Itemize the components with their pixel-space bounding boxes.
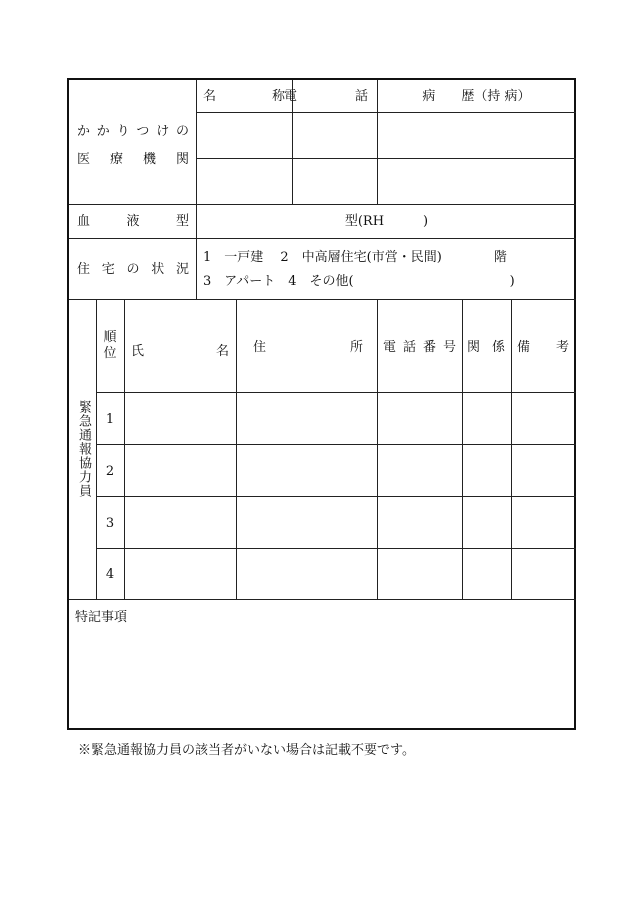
emergency-col-relation: 関係 <box>467 340 505 355</box>
blood-top-border <box>69 204 576 205</box>
housing-options-line2[interactable]: 3 アパート 4 その他( ) <box>203 274 515 289</box>
medical-phone-cell-1[interactable] <box>293 113 377 158</box>
emergency-row-3[interactable] <box>125 497 576 548</box>
special-notes-label: 特記事項 <box>75 610 128 625</box>
medical-col-name: 名 称 <box>203 89 285 104</box>
emergency-label: 緊急通報協力員 <box>76 400 91 498</box>
footnote: ※緊急通報協力員の該当者がいない場合は記載不要です。 <box>78 743 415 758</box>
emergency-rank-2: 2 <box>105 464 115 479</box>
emergency-rank-1: 1 <box>105 412 115 427</box>
emergency-row-2[interactable] <box>125 445 576 496</box>
blood-type-label: 血液型 <box>77 214 189 229</box>
emergency-col-rank: 順位 <box>103 330 117 361</box>
emergency-rank-3: 3 <box>105 516 115 531</box>
medical-label-line1: かかりつけの <box>77 124 189 139</box>
emergency-row-4[interactable] <box>125 549 576 599</box>
medical-name-cell-2[interactable] <box>197 159 292 204</box>
medical-history-cell-1[interactable] <box>378 113 576 158</box>
housing-top-border <box>69 238 576 239</box>
blood-type-value[interactable]: 型(RH ) <box>344 214 429 229</box>
housing-label: 住宅の状況 <box>77 262 189 277</box>
emergency-top-border <box>69 299 576 300</box>
registration-form-table <box>67 78 576 730</box>
emergency-col-phone: 電話番号 <box>383 340 456 355</box>
emergency-col-address: 住 所 <box>253 340 363 355</box>
medical-phone-cell-2[interactable] <box>293 159 377 204</box>
emergency-label-divider <box>96 299 97 599</box>
medical-history-cell-2[interactable] <box>378 159 576 204</box>
special-notes-area[interactable] <box>69 630 576 728</box>
housing-options-line1[interactable]: 1 一戸建 2 中高層住宅(市営・民間) 階 <box>203 250 507 265</box>
emergency-col-name: 氏 名 <box>131 344 229 359</box>
emergency-row-1[interactable] <box>125 393 576 444</box>
special-top-border <box>69 599 576 600</box>
emergency-col-remarks: 備 考 <box>517 340 570 355</box>
emergency-rank-4: 4 <box>105 567 115 582</box>
medical-col-phone: 電 話 <box>284 89 368 104</box>
medical-name-cell-1[interactable] <box>197 113 292 158</box>
medical-label-line2: 医療機関 <box>77 152 189 167</box>
medical-col-history: 病 歴（持 病） <box>422 89 531 104</box>
